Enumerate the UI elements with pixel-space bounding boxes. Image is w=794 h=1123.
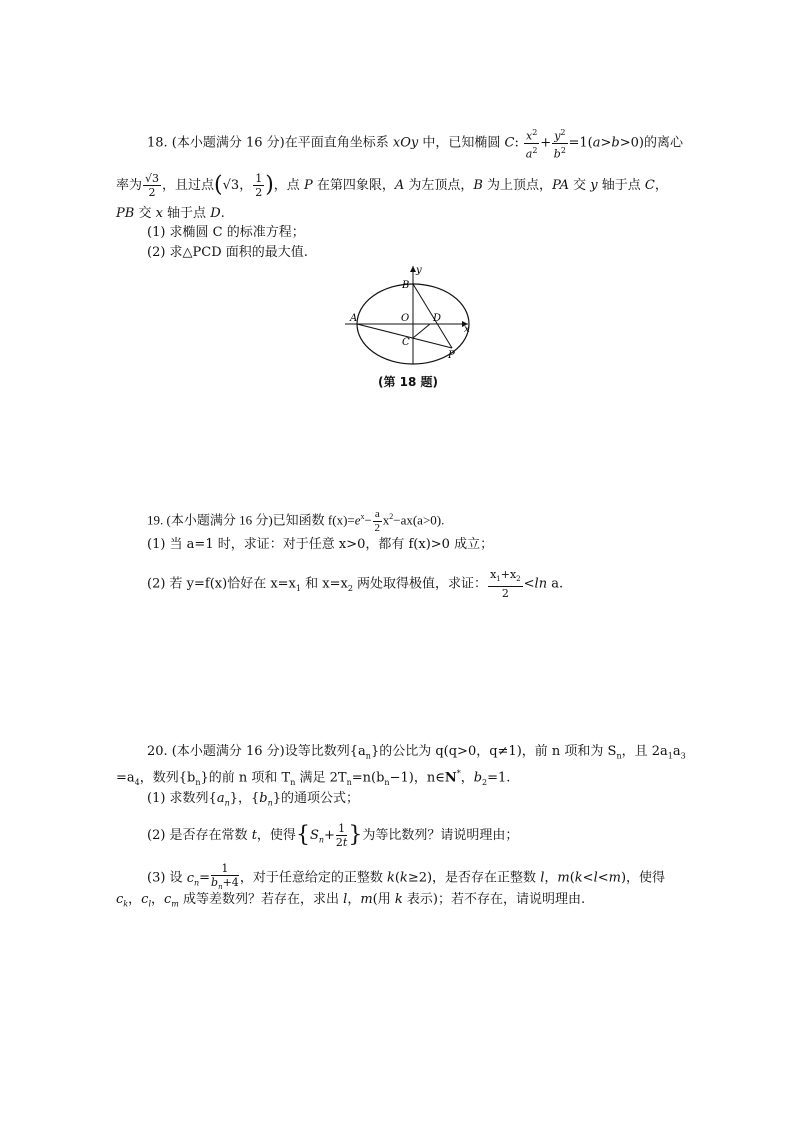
problem-18-question-2: (2) 求△PCD 面积的最大值. bbox=[147, 245, 308, 260]
problem-18-question-1: (1) 求椭圆 C 的标准方程； bbox=[147, 225, 305, 240]
label-P: P bbox=[448, 350, 455, 361]
problem-19-question-2: (2) 若 y=f(x)恰好在 $x=x_1$ 和 $x=x_2$ 两处取得极值，求证： $\frac{x_1+x_2}{2}$ <ln a. bbox=[147, 568, 564, 601]
ellipse-figure bbox=[340, 262, 475, 367]
problem-20-question-3-line-2: $c_k$，$c_l$，$c_m$ 成等差数列？若存在，求出 l，m(用 k 表示)；若不存在，请说明理由. bbox=[116, 892, 586, 909]
problem-20-question-2: (2) 是否存在常数 t，使得{$S_n+$ $\frac{1}{2t}$ }为等比数列？请说明理由； bbox=[147, 822, 519, 849]
figure-caption: (第 18 题) bbox=[378, 375, 439, 389]
label-C: C bbox=[402, 337, 410, 348]
problem-18-line-3: PB 交 x 轴于点 D. bbox=[116, 206, 225, 221]
label-A: A bbox=[350, 313, 358, 324]
problem-20-line-1: 20. (本小题满分 16 分)设等比数列$\{a_n\}$的公比为 q(q>0，q≠1)，前 n 项和为 $S_n$，且 $2a_1a_3$ bbox=[147, 744, 686, 761]
problem-20-line-2: $=a_4$，数列$\{b_n\}$的前 n 项和 $T_n$ 满足 $2T_n=n(b_n-1)$，n∈N*，$b_2=1$. bbox=[116, 769, 511, 787]
label-x: x bbox=[464, 324, 470, 335]
label-B: B bbox=[402, 280, 410, 291]
label-y: y bbox=[416, 265, 422, 276]
label-D: D bbox=[433, 313, 442, 324]
problem-18-line-1: 18. (本小题满分 16 分)在平面直角坐标系 xOy 中，已知椭圆 C: $\frac{x^2}{a^2}$ + $\frac{y^2}{b^2}$ =1(a>b>0)的离心 bbox=[147, 128, 683, 161]
label-O: O bbox=[401, 313, 410, 324]
problem-20-question-1: (1) 求数列$\{a_n\}$，$\{b_n\}$的通项公式； bbox=[147, 791, 360, 808]
problem-19-question-1: (1) 当 a=1 时，求证：对于任意 x>0，都有 f(x)>0 成立； bbox=[147, 537, 494, 552]
problem-19-line-1: 19. (本小题满分 16 分)已知函数 $f(x)=e^x-$ $\frac{a}{2}$ $x^2-ax(a>0)$. bbox=[147, 508, 445, 534]
problem-18-line-2: 率为 $\frac{√3}{2}$ ，且过点(√3， $\frac{1}{2}$ )，点 P 在第四象限，A 为左顶点，B 为上顶点，PA 交 y 轴于点 C， bbox=[116, 172, 668, 199]
problem-20-question-3-line-1: (3) 设 $c_n=$ $\frac{1}{b_n+4}$ ，对于任意给定的正整数 k(k≥2)，是否存在正整数 l，m(k<l<m)，使得 bbox=[147, 862, 666, 892]
